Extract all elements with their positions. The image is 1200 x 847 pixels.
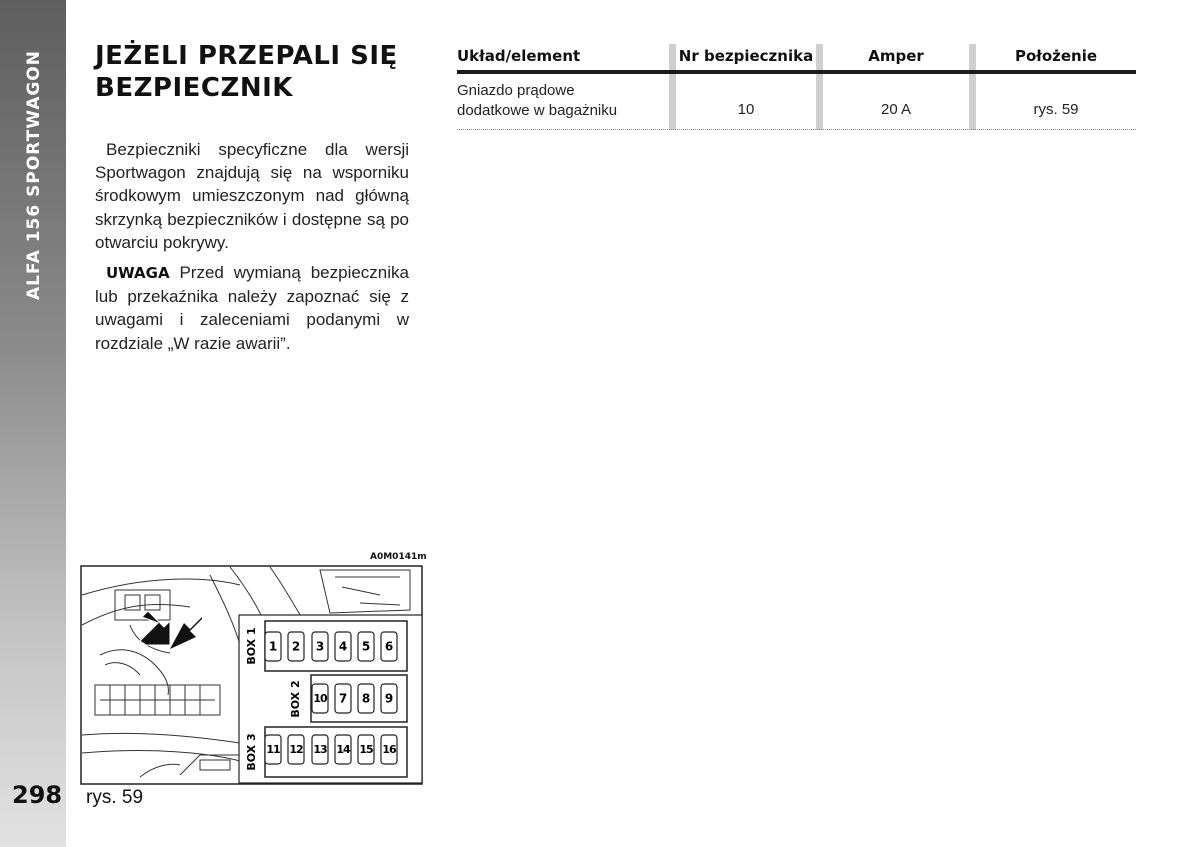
fuse-label: 1 — [268, 639, 278, 654]
fuse-label: 2 — [291, 639, 301, 654]
fuse-table — [457, 40, 1136, 132]
header-amper: Amper — [868, 47, 924, 65]
warning-paragraph — [95, 261, 409, 355]
sidebar-band — [0, 0, 66, 847]
fuse-box-figure — [80, 565, 423, 785]
fuse-label: 12 — [289, 743, 303, 756]
fuse-label: 8 — [361, 691, 371, 706]
warning-text: Przed wymianą bezpiecznika lub przekaźnika należy zapoznać się z uwagami i zaleceniami podanymi w rozdziale „W razie awarii”. — [95, 263, 409, 353]
fuse-label: 5 — [361, 639, 371, 654]
header-fuse-number: Nr bezpiecznika — [678, 47, 814, 65]
fuse-label: 14 — [336, 743, 350, 756]
fuse-label: 13 — [313, 743, 327, 756]
box-2-label: BOX 2 — [289, 680, 302, 718]
fuse-box-illustration — [80, 565, 423, 785]
fuse-label: 7 — [338, 691, 348, 706]
warning-label: UWAGA — [106, 264, 170, 282]
cell-fuse-number: 10 — [737, 101, 755, 118]
fuse-label: 3 — [315, 639, 325, 654]
header-element: Układ/element — [457, 47, 581, 65]
heading-line-1: JEŻELI PRZEPALI SIĘ — [95, 41, 398, 71]
cell-element-line-1: Gniazdo prądowe — [457, 82, 575, 99]
section-heading — [95, 40, 415, 104]
header-rule — [457, 70, 1136, 74]
column-separator — [969, 44, 976, 130]
cell-location: rys. 59 — [1033, 101, 1079, 118]
figure-caption: rys. 59 — [86, 787, 144, 808]
heading-line-2: BEZPIECZNIK — [95, 73, 293, 103]
intro-paragraph: Bezpieczniki specyficzne dla wersji Sportwagon znajdują się na wsporniku środkowym umieszczonym nad główną skrzynką bezpieczników i dostępne są po otwarciu pokrywy. — [95, 140, 409, 252]
cell-element-line-2: dodatkowe w bagażniku — [457, 102, 618, 119]
page-number: 298 — [12, 781, 63, 809]
fuse-label: 6 — [384, 639, 394, 654]
figure-code: A0M0141m — [370, 552, 427, 562]
fuse-label: 9 — [384, 691, 394, 706]
cell-amper: 20 A — [880, 101, 912, 118]
header-location: Położenie — [1014, 47, 1098, 65]
sidebar-title: ALFA 156 SPORTWAGON — [24, 50, 44, 300]
box-3-label: BOX 3 — [245, 733, 258, 771]
box-1-label: BOX 1 — [245, 627, 258, 665]
row-rule — [457, 129, 1136, 130]
fuse-label: 10 — [313, 692, 327, 705]
fuse-label: 11 — [266, 743, 280, 756]
fuse-label: 16 — [382, 743, 396, 756]
column-separator — [816, 44, 823, 130]
column-separator — [669, 44, 676, 130]
fuse-label: 4 — [338, 639, 348, 654]
cell-element — [457, 81, 617, 121]
fuse-label: 15 — [359, 743, 373, 756]
